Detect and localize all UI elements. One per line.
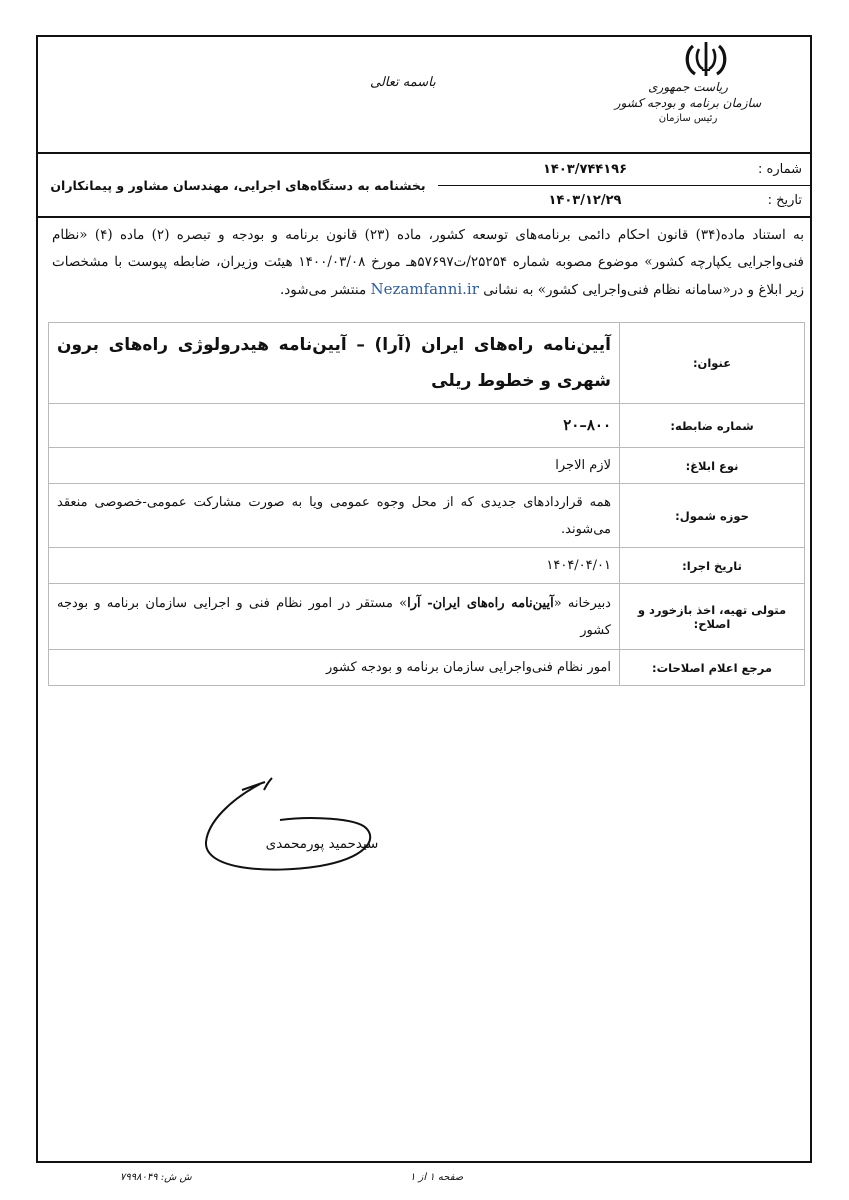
table-row-scope: [49, 484, 805, 548]
type-value: لازم الاجرا: [49, 448, 620, 484]
table-row-custodian: [49, 584, 805, 650]
signature-image: [190, 770, 380, 890]
org-line-head: رئیس سازمان: [658, 113, 718, 124]
date-row: [438, 185, 812, 217]
standard-info-table: [48, 322, 805, 686]
custodian-key: متولی تهیه، اخذ بازخورد و اصلاح:: [620, 584, 805, 650]
table-row-exec-date: [49, 548, 805, 584]
intro-text: به استناد ماده(۳۴) قانون احکام دائمی برنامه‌های توسعه کشور، ماده (۲۳) قانون برنامه و بودجه و تبصره (۲) ماده (۴) «نظام فنی‌واجرایی یکپارچه کشور» موضوع مصوبه شماره ۲۵۲۵۴/ت۵۷۶۹۷هـ مورخ ۱۴۰۰/۰۳/۰۸ هیئت وزیران، ضابطه پیوست با مشخصات زیر ابلاغ و در«سامانه نظام فنی‌واجرایی کشور» به نشانی: [52, 227, 805, 298]
scope-key: حوزه شمول:: [620, 484, 805, 548]
intro-paragraph: [52, 222, 804, 304]
intro-text-end: منتشر می‌شود.: [279, 282, 367, 298]
custodian-suffix: » مستقر در امور نظام فنی و اجرایی سازمان برنامه و بودجه کشور: [57, 595, 611, 638]
title-key: عنوان:: [620, 323, 805, 404]
custodian-value: [49, 584, 620, 650]
reference-value: امور نظام فنی‌واجرایی سازمان برنامه و بودجه کشور: [49, 650, 620, 686]
exec-key: تاریخ اجرا:: [620, 548, 805, 584]
number-label: شماره :: [758, 161, 802, 177]
table-row-reference: [49, 650, 805, 686]
org-line-presidency: ریاست جمهوری: [648, 80, 728, 94]
code-value: ۸۰۰–۲۰: [49, 404, 620, 448]
reference-key: مرجع اعلام اصلاحات:: [620, 650, 805, 686]
footer-tracking-number: ش ش: ۷۹۹۸۰۴۹: [120, 1172, 192, 1183]
org-line-organization: سازمان برنامه و بودجه کشور: [614, 96, 762, 110]
number-date-cells: [438, 154, 812, 216]
date-label: تاریخ :: [767, 193, 802, 209]
table-row-type: [49, 448, 805, 484]
iran-emblem-icon: [681, 40, 731, 80]
nezamfanni-link[interactable]: Nezamfanni.ir: [370, 280, 479, 298]
type-key: نوع ابلاغ:: [620, 448, 805, 484]
custodian-prefix: دبیرخانه «: [553, 595, 611, 611]
letter-subject: بخشنامه به دستگاه‌های اجرایی، مهندسان مشاور و پیمانکاران: [36, 154, 438, 216]
footer-page-number: صفحه ۱ از ۱: [410, 1172, 464, 1183]
scope-value: همه قراردادهای جدیدی که از محل وجوه عمومی ویا به صورت مشارکت عمومی-خصوصی منعقد می‌شوند.: [49, 484, 620, 548]
title-value: آیین‌نامه راه‌های ایران (آرا) – آیین‌نامه هیدرولوژی راه‌های برون شهری و خطوط ریلی: [49, 323, 620, 404]
custodian-bold: آیین‌نامه راه‌های ایران- آرا: [407, 595, 554, 611]
date-value: ۱۴۰۳/۱۲/۲۹: [548, 193, 622, 209]
signature-name: سیدحمید پورمحمدی: [265, 836, 379, 852]
organization-heading: [613, 80, 763, 127]
code-key: شماره ضابطه:: [620, 404, 805, 448]
exec-value: ۱۴۰۴/۰۴/۰۱: [49, 548, 620, 584]
letter-meta-box: [36, 152, 812, 218]
number-row: [438, 154, 812, 185]
basmala: باسمه تعالی: [370, 75, 436, 90]
table-row-title: [49, 323, 805, 404]
number-value: ۱۴۰۳/۷۴۴۱۹۶: [542, 161, 628, 177]
table-row-code: [49, 404, 805, 448]
